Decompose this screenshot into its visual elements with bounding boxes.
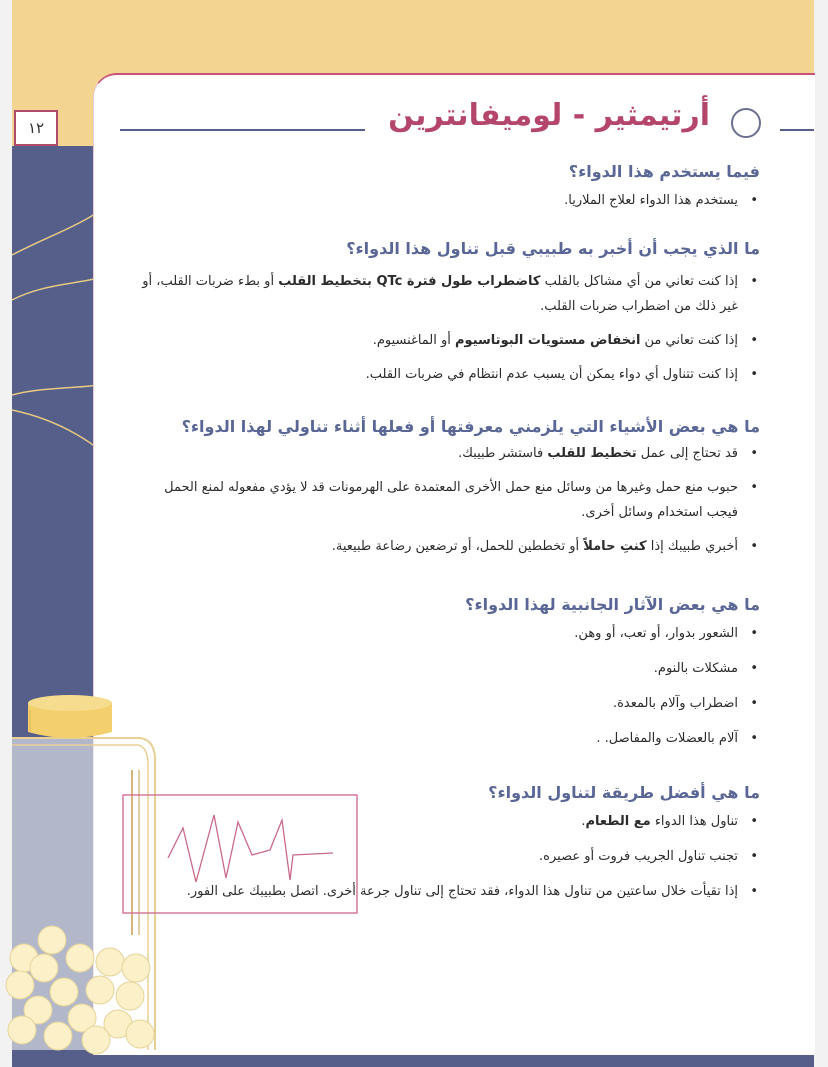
title-circle-icon: [731, 108, 761, 138]
item-text: حبوب منع حمل وغيرها من وسائل منع حمل الأخرى المعتمدة على الهرمونات قد لا يؤدي مفعوله لمنع الحمل فيجب استخدام وسائل أخرى.: [164, 480, 738, 520]
list-item: [140, 879, 760, 904]
section-things-to-know: [140, 415, 760, 559]
item-text: آلام بالعضلات والمفاصل. .: [596, 731, 738, 746]
item-text: تناول هذا الدواء: [650, 814, 738, 829]
list-item: [140, 726, 760, 751]
list-item: [140, 188, 760, 213]
section-heading: فيما يستخدم هذا الدواء؟: [568, 162, 760, 181]
section-side-effects: [140, 593, 760, 751]
list-item: [140, 621, 760, 646]
item-text: أو بطء ضربات القلب، أو غير ذلك من اضطراب ضربات القلب.: [142, 274, 738, 314]
item-bold-text: انخفاض مستويات البوتاسيوم: [455, 333, 641, 348]
page-title: أرتيمثير - لوميفانترين: [388, 98, 710, 133]
list-item: [140, 269, 760, 319]
list-item: [140, 362, 760, 387]
section-heading: ما هي أفضل طريقة لتناول الدواء؟: [488, 783, 760, 802]
item-text: مشكلات بالنوم.: [653, 661, 738, 676]
list-item: [140, 691, 760, 716]
list-item: [140, 441, 760, 466]
item-text: إذا كنت تتناول أي دواء يمكن أن يسبب عدم انتظام في ضربات القلب.: [365, 367, 738, 382]
section-before-taking: [140, 237, 760, 387]
item-text: أو الماغنسيوم.: [372, 333, 456, 348]
item-text: الشعور بدوار، أو تعب، أو وهن.: [574, 626, 738, 641]
bullet-list: [140, 441, 760, 559]
item-bold-text: كنتِ حاملاً: [583, 539, 647, 554]
title-rule-right: [780, 129, 814, 131]
title-rule-left: [120, 129, 365, 131]
section-how-to-take: [140, 781, 760, 904]
item-text: اضطراب وآلام بالمعدة.: [612, 696, 738, 711]
content: [140, 160, 760, 904]
item-text: فاستشر طبيبك.: [458, 446, 548, 461]
item-text: أخبري طبيبك إذا: [646, 539, 738, 554]
list-item: [140, 656, 760, 681]
list-item: [140, 809, 760, 834]
item-text: أو تخططين للحمل، أو ترضعين رضاعة طبيعية.: [331, 539, 584, 554]
bullet-list: [140, 621, 760, 751]
list-item: [140, 534, 760, 559]
section-heading: ما هي بعض الآثار الجانبية لهذا الدواء؟: [465, 595, 760, 614]
item-bold-text: مع الطعام: [585, 814, 651, 829]
item-text: يستخدم هذا الدواء لعلاج الملاريا.: [564, 193, 738, 208]
section-uses: [140, 160, 760, 213]
list-item: [140, 475, 760, 525]
page-number: ١٢: [14, 110, 58, 146]
item-bold-text: تخطيط للقلب: [547, 446, 637, 461]
bullet-list: [140, 188, 760, 213]
section-heading: ما هي بعض الأشياء التي يلزمني معرفتها أو فعلها أثناء تناولي لهذا الدواء؟: [181, 417, 760, 436]
list-item: [140, 844, 760, 869]
item-text: إذا كنت تعاني من أي مشاكل بالقلب: [540, 274, 738, 289]
item-text: قد تحتاج إلى عمل: [636, 446, 738, 461]
item-text: تجنب تناول الجريب فروت أو عصيره.: [539, 849, 738, 864]
item-text: إذا كنت تعاني من: [640, 333, 738, 348]
section-heading: ما الذي يجب أن أخبر به طبيبي قبل تناول هذا الدواء؟: [346, 239, 760, 258]
item-text: .: [581, 814, 586, 829]
bullet-list: [140, 809, 760, 904]
item-bold-text: كاضطراب طول فترة QTc بتخطيط القلب: [278, 274, 541, 289]
item-text: إذا تقيأت خلال ساعتين من تناول هذا الدواء، فقد تحتاج إلى تناول جرعة أخرى. اتصل بطبيبك على الفور.: [186, 884, 738, 899]
bullet-list: [140, 269, 760, 387]
list-item: [140, 328, 760, 353]
